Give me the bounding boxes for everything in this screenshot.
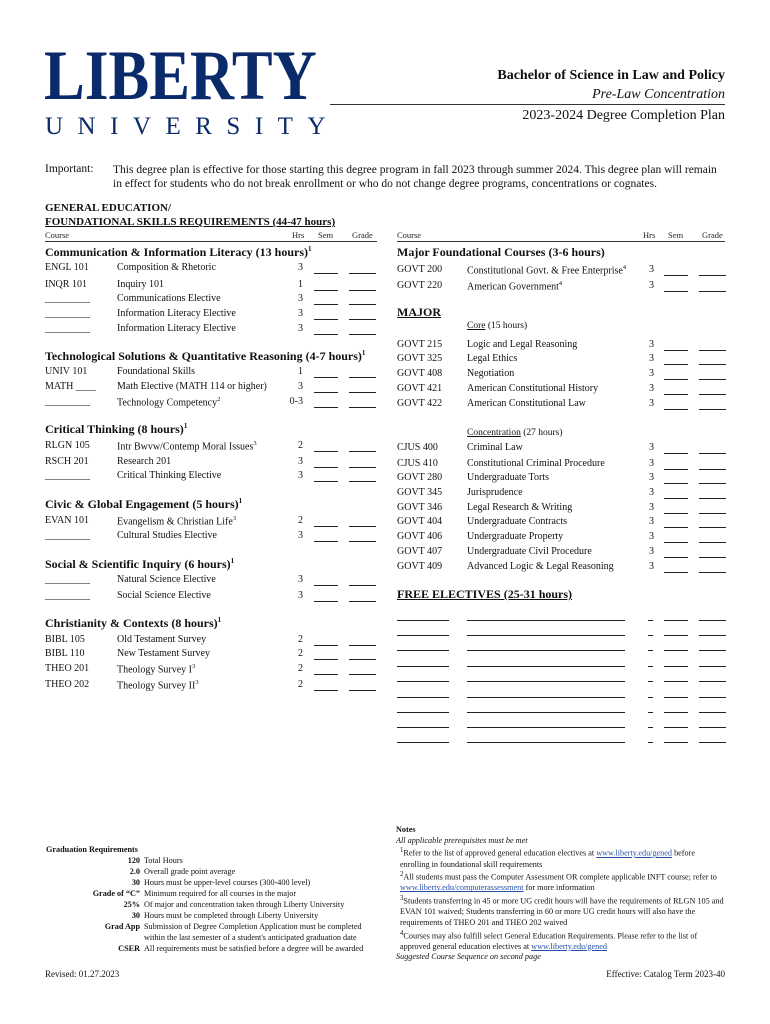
elective-code-blank[interactable] (397, 635, 449, 636)
semester-blank[interactable] (314, 674, 338, 675)
semester-blank[interactable] (664, 666, 688, 667)
semester-blank[interactable] (664, 379, 688, 380)
right-header-rule (397, 241, 725, 242)
course-hours: 2 (298, 440, 303, 451)
grad-req-item (46, 866, 236, 877)
course-row (0, 353, 770, 367)
course-hours: 3 (649, 487, 654, 498)
course-title: Legal Research & Writing (467, 502, 573, 513)
course-hours: 0-3 (289, 396, 303, 407)
grad-req-key: Grade of “C” (92, 889, 140, 898)
grad-req-item (46, 888, 297, 899)
course-code: CJUS 410 (397, 458, 438, 469)
course-code: _________ (45, 590, 90, 601)
semester-blank[interactable] (664, 394, 688, 395)
course-hours: 3 (649, 339, 654, 350)
course-code: GOVT 325 (397, 353, 443, 364)
course-row (0, 663, 770, 677)
course-title: American Government$^4$ (467, 280, 563, 293)
grade-blank[interactable] (699, 697, 726, 698)
grade-blank[interactable] (349, 319, 376, 320)
course-code: GOVT 409 (397, 561, 443, 572)
left-col-course: Course (45, 230, 70, 240)
course-code: UNIV 101 (45, 366, 88, 377)
grade-blank[interactable] (699, 409, 726, 410)
elective-code-blank[interactable] (397, 620, 449, 621)
elective-hours-blank[interactable] (648, 697, 653, 698)
course-code: GOVT 406 (397, 531, 443, 542)
elective-title-blank[interactable] (467, 650, 625, 651)
course-row (0, 502, 770, 516)
course-code: GOVT 422 (397, 398, 443, 409)
course-hours: 3 (649, 546, 654, 557)
course-title: Undergraduate Torts (467, 472, 549, 483)
plan-title: 2023-2024 Degree Completion Plan (522, 108, 725, 123)
course-row (0, 574, 770, 588)
grad-req-item (46, 855, 183, 866)
course-title: New Testament Survey (117, 648, 210, 659)
course-row (0, 280, 770, 294)
grad-req-value: Hours must be completed through Liberty University (144, 911, 319, 920)
course-code: GOVT 407 (397, 546, 443, 557)
grade-blank[interactable] (699, 557, 726, 558)
grade-blank[interactable] (699, 394, 726, 395)
grad-req-title: Graduation Requirements (46, 845, 138, 854)
course-row (0, 516, 770, 530)
elective-title-blank[interactable] (467, 620, 625, 621)
course-code: _________ (45, 323, 90, 334)
grad-req-key: 30 (131, 878, 140, 887)
semester-blank[interactable] (664, 483, 688, 484)
course-code: THEO 202 (45, 679, 90, 690)
course-title: Negotiation (467, 368, 515, 379)
left-header-rule (45, 241, 377, 242)
grade-blank[interactable] (699, 542, 726, 543)
course-code: CJUS 400 (397, 442, 438, 453)
right-col-course: Course (397, 230, 422, 240)
course-title: Advanced Logic & Legal Reasoning (467, 561, 614, 572)
elective-title-blank[interactable] (467, 666, 625, 667)
course-title: Logic and Legal Reasoning (467, 339, 578, 350)
course-code: GOVT 200 (397, 264, 443, 275)
elective-hours-blank[interactable] (648, 666, 653, 667)
gen-ed-section-title: Civic & Global Engagement (5 hours)$^1$ (45, 497, 243, 511)
grad-req-value: Submission of Degree Completion Application must be completed (144, 922, 362, 931)
course-title: Intr Bwvw/Contemp Moral Issues$^3$ (117, 440, 257, 453)
semester-blank[interactable] (314, 690, 338, 691)
grad-req-value: All requirements must be satisfied before a degree will be awarded (144, 944, 364, 953)
grade-blank[interactable] (699, 350, 726, 351)
course-hours: 3 (649, 561, 654, 572)
semester-blank[interactable] (664, 527, 688, 528)
elective-title-blank[interactable] (467, 712, 625, 713)
major-foundational-title: Major Foundational Courses (3-6 hours) (397, 245, 605, 259)
course-title: American Constitutional Law (467, 398, 586, 409)
concentration-title: Pre-Law Concentration (592, 87, 725, 102)
elective-hours-blank[interactable] (648, 650, 653, 651)
course-title: Natural Science Elective (117, 574, 216, 585)
course-hours: 3 (649, 472, 654, 483)
elective-code-blank[interactable] (397, 666, 449, 667)
elective-code-blank[interactable] (397, 727, 449, 728)
course-code: EVAN 101 (45, 515, 89, 526)
gen-ed-title-2: FOUNDATIONAL SKILLS REQUIREMENTS (44-47 hours) (45, 216, 336, 228)
semester-blank[interactable] (664, 409, 688, 410)
semester-blank[interactable] (664, 742, 688, 743)
course-hours: 3 (649, 516, 654, 527)
left-col-sem: Sem (318, 230, 334, 240)
semester-blank[interactable] (314, 304, 338, 305)
course-hours: 3 (298, 470, 303, 481)
course-row (0, 561, 770, 575)
gened-link[interactable]: www.liberty.edu/gened (596, 848, 673, 858)
course-hours: 3 (649, 458, 654, 469)
course-code: GOVT 280 (397, 472, 443, 483)
course-title: Foundational Skills (117, 366, 196, 377)
semester-blank[interactable] (664, 350, 688, 351)
course-hours: 3 (298, 293, 303, 304)
note-1: $^1$Refer to the list of approved general education electives at www.liberty.edu/gened before enrolling in foundational skill requirements (400, 847, 695, 869)
course-title: Legal Ethics (467, 353, 518, 364)
semester-blank[interactable] (314, 319, 338, 320)
course-hours: 2 (298, 634, 303, 645)
effective-term: Effective: Catalog Term 2023-40 (606, 969, 725, 979)
grade-blank[interactable] (699, 620, 726, 621)
important-label: Important: (45, 163, 94, 175)
left-col-grade: Grade (352, 230, 373, 240)
course-hours: 3 (649, 531, 654, 542)
elective-code-blank[interactable] (397, 650, 449, 651)
grade-blank[interactable] (699, 727, 726, 728)
grade-blank[interactable] (699, 572, 726, 573)
semester-blank[interactable] (664, 542, 688, 543)
semester-blank[interactable] (314, 659, 338, 660)
semester-blank[interactable] (664, 572, 688, 573)
logo-liberty: LIBERTY (44, 37, 317, 115)
course-title: American Constitutional History (467, 383, 599, 394)
course-title: Critical Thinking Elective (117, 470, 222, 481)
course-title: Constitutional Criminal Procedure (467, 458, 605, 469)
grad-req-item (46, 910, 319, 921)
right-col-hrs: Hrs (643, 230, 656, 240)
notes-prereq: All applicable prerequisites must be met (396, 835, 528, 845)
elective-hours-blank[interactable] (648, 742, 653, 743)
semester-blank[interactable] (314, 645, 338, 646)
elective-code-blank[interactable] (397, 742, 449, 743)
grade-blank[interactable] (699, 712, 726, 713)
gen-ed-section-title: Communication & Information Literacy (13 hours)$^1$ (45, 245, 312, 259)
grade-blank[interactable] (699, 291, 726, 292)
course-hours: 3 (298, 530, 303, 541)
course-row (0, 323, 770, 337)
course-row (0, 339, 770, 353)
grade-blank[interactable] (699, 650, 726, 651)
grade-blank[interactable] (699, 275, 726, 276)
notes-sequence: Suggested Course Sequence on second page (396, 952, 541, 962)
gen-ed-section-title: Social & Scientific Inquiry (6 hours)$^1$ (45, 557, 235, 571)
course-title: Math Elective (MATH 114 or higher) (117, 381, 267, 392)
semester-blank[interactable] (664, 650, 688, 651)
course-hours: 3 (649, 502, 654, 513)
gened-link-2[interactable]: www.liberty.edu/gened (531, 941, 607, 951)
course-title: Undergraduate Civil Procedure (467, 546, 592, 557)
course-hours: 3 (298, 381, 303, 392)
course-row (0, 368, 770, 382)
grade-blank[interactable] (699, 469, 726, 470)
course-title: Information Literacy Elective (117, 323, 236, 334)
core-label: Core (15 hours) (467, 321, 528, 331)
logo-university: UNIVERSITY (45, 113, 340, 140)
course-title: Composition & Rhetoric (117, 262, 216, 273)
grad-req-value: Hours must be upper-level courses (300-400 level) (144, 878, 311, 887)
grade-blank[interactable] (349, 645, 376, 646)
course-row (0, 442, 770, 456)
grad-req-key: 120 (127, 856, 140, 865)
course-hours: 3 (649, 442, 654, 453)
course-row (0, 293, 770, 307)
graduation-requirements (46, 844, 364, 954)
grade-blank[interactable] (349, 690, 376, 691)
course-row (0, 383, 770, 397)
course-hours: 3 (298, 262, 303, 273)
gen-ed-section-title: Christianity & Contexts (8 hours)$^1$ (45, 616, 222, 630)
course-row (0, 634, 770, 648)
course-hours: 3 (298, 590, 303, 601)
concentration-label: Concentration (27 hours) (467, 428, 563, 438)
gen-ed-section-title: Technological Solutions & Quantitative Reasoning (4-7 hours)$^1$ (45, 349, 366, 363)
course-code: BIBL 105 (45, 634, 85, 645)
course-title: Theology Survey $I^3$ (117, 663, 196, 676)
course-title: Undergraduate Contracts (467, 516, 568, 527)
semester-blank[interactable] (664, 697, 688, 698)
grad-req-value: Of major and concentration taken through Liberty University (144, 900, 345, 909)
grade-blank[interactable] (699, 513, 726, 514)
semester-blank[interactable] (664, 681, 688, 682)
elective-title-blank[interactable] (467, 727, 625, 728)
course-code: _________ (45, 293, 90, 304)
course-code: _________ (45, 574, 90, 585)
elective-title-blank[interactable] (467, 742, 625, 743)
course-title: Research 201 (117, 456, 172, 467)
course-hours: 1 (298, 279, 303, 290)
grad-req-item (46, 943, 364, 954)
course-code: INQR 101 (45, 279, 87, 290)
course-row (0, 458, 770, 472)
semester-blank[interactable] (664, 727, 688, 728)
course-row (0, 590, 770, 604)
course-code: _________ (45, 308, 90, 319)
revised-date: Revised: 01.27.2023 (45, 969, 120, 979)
grad-req-item (46, 899, 345, 910)
course-hours: 2 (298, 679, 303, 690)
elective-title-blank[interactable] (467, 697, 625, 698)
semester-blank[interactable] (664, 620, 688, 621)
course-title: Jurisprudence (467, 487, 523, 498)
grade-blank[interactable] (349, 304, 376, 305)
course-hours: 3 (649, 398, 654, 409)
course-title: Evangelism & Christian Life$^3$ (117, 515, 237, 528)
course-code: RLGN 105 (45, 440, 90, 451)
important-text: This degree plan is effective for those starting this degree program in fall 2023 through summer 2024. This degree plan will remain in effect for students who do not break enrollment or who do not change degree programs, concentrations or cognates. (113, 164, 717, 190)
gen-ed-title-1: GENERAL EDUCATION/ (45, 202, 172, 214)
grad-req-value: Overall grade point average (144, 867, 236, 876)
right-col-grade: Grade (702, 230, 723, 240)
grad-req-item (46, 921, 362, 932)
course-title: Technology Competency$^2$ (117, 396, 221, 409)
course-code: GOVT 215 (397, 339, 443, 350)
course-hours: 3 (298, 323, 303, 334)
course-title: Cultural Studies Elective (117, 530, 217, 541)
grade-blank[interactable] (699, 453, 726, 454)
elective-title-blank[interactable] (467, 635, 625, 636)
course-code: _________ (45, 530, 90, 541)
course-hours: 3 (298, 574, 303, 585)
course-title: Inquiry 101 (117, 279, 164, 290)
course-code: GOVT 346 (397, 502, 443, 513)
course-hours: 2 (298, 515, 303, 526)
course-row (0, 546, 770, 560)
grade-blank[interactable] (699, 635, 726, 636)
elective-title-blank[interactable] (467, 681, 625, 682)
semester-blank[interactable] (664, 275, 688, 276)
grade-blank[interactable] (349, 601, 376, 602)
course-row (0, 679, 770, 693)
course-code: RSCH 201 (45, 456, 89, 467)
semester-blank[interactable] (314, 334, 338, 335)
grad-req-item-cont (46, 932, 357, 943)
course-title: Social Science Elective (117, 590, 211, 601)
course-row (0, 472, 770, 486)
grade-blank[interactable] (699, 681, 726, 682)
grad-req-key: Grad App (104, 922, 140, 931)
semester-blank[interactable] (664, 635, 688, 636)
course-hours: 3 (649, 264, 654, 275)
elective-code-blank[interactable] (397, 712, 449, 713)
grade-blank[interactable] (699, 527, 726, 528)
course-row (0, 398, 770, 412)
course-row (0, 264, 770, 278)
course-hours: 3 (649, 280, 654, 291)
free-electives-title: FREE ELECTIVES (25-31 hours) (397, 587, 573, 601)
course-title: Old Testament Survey (117, 634, 207, 645)
semester-blank[interactable] (664, 291, 688, 292)
grade-blank[interactable] (699, 483, 726, 484)
elective-hours-blank[interactable] (648, 712, 653, 713)
course-code: THEO 201 (45, 663, 90, 674)
semester-blank[interactable] (664, 469, 688, 470)
note-3: $^3$Students transferring in 45 or more UG credit hours will have the requirements of RLGN 105 and EVAN 101 waived; Students transferring in 60 or more UG credit hours will also have the requirements of THEO 201 and THEO 202 waived (400, 895, 724, 927)
grade-blank[interactable] (699, 742, 726, 743)
grade-blank[interactable] (699, 379, 726, 380)
course-hours: 2 (298, 663, 303, 674)
course-hours: 3 (298, 308, 303, 319)
notes-title: Notes (396, 825, 416, 834)
course-title: Criminal Law (467, 442, 523, 453)
course-code: ENGL 101 (45, 262, 89, 273)
computer-assessment-link[interactable]: www.liberty.edu/computerassessment (400, 883, 524, 893)
semester-blank[interactable] (664, 453, 688, 454)
course-code: _________ (45, 470, 90, 481)
grad-req-value: within the last semester of a student's anticipated graduation date (144, 933, 357, 942)
grade-blank[interactable] (699, 666, 726, 667)
major-title: MAJOR (397, 305, 441, 319)
semester-blank[interactable] (314, 585, 338, 586)
course-code: MATH ____ (45, 381, 96, 392)
semester-blank[interactable] (664, 513, 688, 514)
course-row (0, 648, 770, 662)
grad-req-key: 30 (131, 911, 140, 920)
grade-blank[interactable] (349, 585, 376, 586)
course-title: Communications Elective (117, 293, 221, 304)
course-hours: 3 (649, 353, 654, 364)
course-hours: 3 (649, 383, 654, 394)
elective-hours-blank[interactable] (648, 635, 653, 636)
grade-blank[interactable] (349, 659, 376, 660)
course-code: GOVT 421 (397, 383, 443, 394)
course-title: Constitutional Govt. & Free Enterprise$^4$ (467, 264, 627, 277)
gen-ed-section-title: Critical Thinking (8 hours)$^1$ (45, 422, 188, 436)
semester-blank[interactable] (314, 601, 338, 602)
course-code: GOVT 404 (397, 516, 443, 527)
course-hours: 3 (298, 456, 303, 467)
semester-blank[interactable] (664, 557, 688, 558)
elective-hours-blank[interactable] (648, 620, 653, 621)
course-code: GOVT 220 (397, 280, 443, 291)
grade-blank[interactable] (349, 674, 376, 675)
grad-req-value: Minimum required for all courses in the major (144, 889, 297, 898)
grade-blank[interactable] (699, 498, 726, 499)
degree-title: Bachelor of Science in Law and Policy (497, 68, 725, 83)
grade-blank[interactable] (349, 334, 376, 335)
grad-req-item (46, 877, 311, 888)
semester-blank[interactable] (664, 712, 688, 713)
semester-blank[interactable] (664, 498, 688, 499)
course-row (0, 308, 770, 322)
semester-blank[interactable] (664, 364, 688, 365)
course-code: _________ (45, 396, 90, 407)
note-2: $^2$All students must pass the Computer Assessment OR complete applicable INFT course; refer to www.liberty.edu/computerassessment for more information (400, 871, 717, 893)
course-code: GOVT 408 (397, 368, 443, 379)
grade-blank[interactable] (699, 364, 726, 365)
course-code: GOVT 345 (397, 487, 443, 498)
right-col-sem: Sem (668, 230, 684, 240)
course-hours: 3 (649, 368, 654, 379)
elective-hours-blank[interactable] (648, 727, 653, 728)
elective-hours-blank[interactable] (648, 681, 653, 682)
course-row (0, 531, 770, 545)
course-hours: 1 (298, 366, 303, 377)
left-col-hrs: Hrs (292, 230, 305, 240)
grad-req-key: 2.0 (129, 867, 140, 876)
grad-req-key: CSER (118, 944, 140, 953)
notes (396, 825, 726, 963)
note-4: $^4$Courses may also fulfill select General Education Requirements. Please refer to the list of approved general education electives at www.liberty.edu/gened (400, 929, 698, 951)
elective-code-blank[interactable] (397, 697, 449, 698)
course-hours: 2 (298, 648, 303, 659)
grad-req-key: 25% (123, 900, 140, 909)
course-title: Information Literacy Elective (117, 308, 236, 319)
course-row (0, 487, 770, 501)
elective-code-blank[interactable] (397, 681, 449, 682)
course-title: Undergraduate Property (467, 531, 564, 542)
title-rule (330, 104, 725, 105)
course-code: BIBL 110 (45, 648, 85, 659)
grad-req-value: Total Hours (144, 856, 183, 865)
course-title: Theology Survey $II^3$ (117, 679, 199, 692)
